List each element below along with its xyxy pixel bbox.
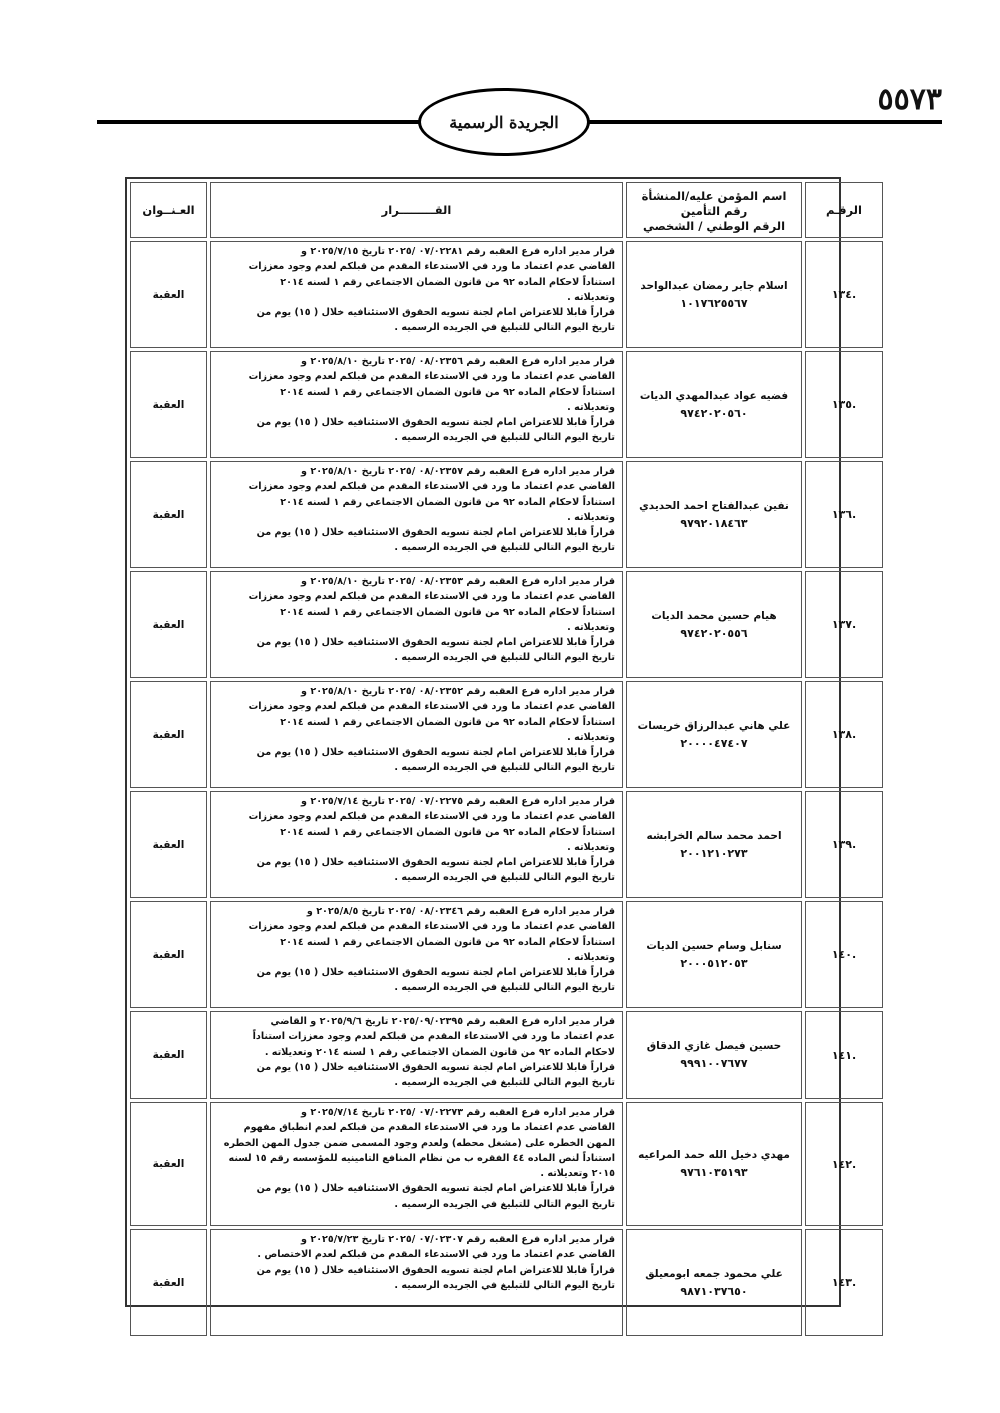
decision-line: عدم اعتماد ما ورد في الاستدعاء المقدم من قبلكم لعدم وجود معززات استناداً <box>252 1031 615 1043</box>
page-number: ٥٥٧٣ <box>877 82 942 117</box>
insured-name: احمد محمد سالم الخرابشه <box>646 829 782 842</box>
address: العقبة <box>130 461 207 568</box>
decision-line: قرار مدير اداره فرع العقبه رقم ٢٠٢٥/٠٩/٠٢٣٩٥ تاريخ ٢٠٢٥/٩/٦ و القاضي <box>270 1016 615 1027</box>
row-number: .١٣٥ <box>805 351 883 458</box>
header-name-line: الرقم الوطني / الشخصي <box>642 218 786 233</box>
row-number: .١٣٩ <box>805 791 883 898</box>
decision-line: قراراً قابلا للاعتراض امام لجنة تسويه الحقوق الاستئنافيه خلال ( ١٥) يوم من <box>256 307 615 319</box>
decision-line: القاضي عدم اعتماد ما ورد في الاستدعاء المقدم من قبلكم لعدم وجود معززات <box>248 261 615 273</box>
decision-line: استناداً لنص الماده ٤٤ الفقره ب من نظام المنافع التامينيه للمؤسسه رقم ١٥ لسنه <box>228 1152 615 1164</box>
address: العقبة <box>130 241 207 348</box>
decision-line: قراراً قابلا للاعتراض امام لجنة تسويه الحقوق الاستئنافيه خلال ( ١٥) يوم من <box>256 747 615 759</box>
decision-line: تاريخ اليوم التالي للتبليغ في الجريده الرسميه . <box>394 982 615 994</box>
decision-line: القاضي عدم اعتماد ما ورد في الاستدعاء المقدم من قبلكم لعدم انطباق مفهوم <box>243 1122 615 1134</box>
row-number: .١٤٠ <box>805 901 883 1008</box>
insured-cell <box>626 351 802 458</box>
address: العقبة <box>130 681 207 788</box>
insurance-number: ٢٠٠١٢١٠٢٧٣ <box>680 846 748 860</box>
decision-line: تاريخ اليوم التالي للتبليغ في الجريده الرسميه . <box>394 322 615 334</box>
insured-name: حسين فيصل غازي الدقاق <box>646 1040 782 1052</box>
decision-line: وتعديلاته . <box>567 401 615 413</box>
decision-line: القاضي عدم اعتماد ما ورد في الاستدعاء المقدم من قبلكم لعدم وجود معززات <box>248 481 615 493</box>
table-row <box>130 1011 883 1099</box>
insured-name: فضيه عواد عبدالمهدي الديات <box>639 389 789 402</box>
decision-text <box>210 1102 623 1226</box>
decision-line: قراراً قابلا للاعتراض امام لجنة تسويه الحقوق الاستئنافيه خلال ( ١٥) يوم من <box>256 527 615 539</box>
insured-cell <box>626 461 802 568</box>
header-decision: القـــــــــرار <box>210 182 623 238</box>
decision-line: تاريخ اليوم التالي للتبليغ في الجريده الرسميه . <box>394 652 615 664</box>
decision-line: تاريخ اليوم التالي للتبليغ في الجريده الرسميه . <box>394 1077 615 1089</box>
decision-line: استناداً لاحكام الماده ٩٢ من قانون الضمان الاجتماعي رقم ١ لسنه ٢٠١٤ <box>280 276 615 288</box>
decision-text <box>210 901 623 1008</box>
address: العقبة <box>130 901 207 1008</box>
address: العقبة <box>130 351 207 458</box>
row-number: .١٣٦ <box>805 461 883 568</box>
table-header-row <box>130 182 883 238</box>
decision-line: قرار مدير اداره فرع العقبه رقم ٠٧/٠٢٢٧٥ /٢٠٢٥ تاريخ ٢٠٢٥/٧/١٤ و <box>301 796 615 807</box>
insurance-number: ١٠١٧٦٢٥٥٦٧ <box>680 296 748 310</box>
insured-name: نفين عبدالفتاح احمد الحديدي <box>639 499 789 512</box>
row-number: .١٣٤ <box>805 241 883 348</box>
table-row <box>130 1229 883 1336</box>
table-row <box>130 1102 883 1226</box>
decision-line: قراراً قابلا للاعتراض امام لجنة تسويه الحقوق الاستئنافيه خلال ( ١٥) يوم من <box>256 1264 615 1276</box>
table-row <box>130 791 883 898</box>
decision-text <box>210 241 623 348</box>
address: العقبة <box>130 791 207 898</box>
decision-line: قرار مدير اداره فرع العقبه رقم ٠٨/٠٢٣٥٢ /٢٠٢٥ تاريخ ٢٠٢٥/٨/١٠ و <box>301 686 615 697</box>
decision-line: استناداً لاحكام الماده ٩٢ من قانون الضمان الاجتماعي رقم ١ لسنه ٢٠١٤ <box>280 716 615 728</box>
address: العقبة <box>130 1011 207 1099</box>
decision-line: استناداً لاحكام الماده ٩٢ من قانون الضمان الاجتماعي رقم ١ لسنه ٢٠١٤ <box>280 936 615 948</box>
decision-line: القاضي عدم اعتماد ما ورد في الاستدعاء المقدم من قبلكم لعدم وجود معززات <box>248 811 615 823</box>
table-row <box>130 901 883 1008</box>
decisions-table-frame <box>125 177 862 1307</box>
decision-line: تاريخ اليوم التالي للتبليغ في الجريده الرسميه . <box>394 872 615 884</box>
gazette-title: الجريدة الرسمية <box>449 112 559 132</box>
decision-line: قرار مدير اداره فرع العقبه رقم ٠٨/٠٢٣٥٦ /٢٠٢٥ تاريخ ٢٠٢٥/٨/١٠ و <box>301 356 615 367</box>
table-row <box>130 461 883 568</box>
decision-line: استناداً لاحكام الماده ٩٢ من قانون الضمان الاجتماعي رقم ١ لسنه ٢٠١٤ <box>280 496 615 508</box>
row-number: .١٣٨ <box>805 681 883 788</box>
insurance-number: ٩٨٧١٠٣٧٦٥٠ <box>680 1284 748 1298</box>
decision-line: القاضي عدم اعتماد ما ورد في الاستدعاء المقدم من قبلكم لعدم وجود معززات <box>248 701 615 713</box>
decision-line: قراراً قابلا للاعتراض امام لجنة تسويه الحقوق الاستئنافيه خلال ( ١٥) يوم من <box>256 1061 615 1073</box>
header-name-line: رقم التأمين <box>680 203 748 218</box>
insured-cell <box>626 1102 802 1226</box>
header-title-ellipse <box>418 88 590 156</box>
decision-line: تاريخ اليوم التالي للتبليغ في الجريده الرسميه . <box>394 542 615 554</box>
decision-line: قراراً قابلا للاعتراض امام لجنة تسويه الحقوق الاستئنافيه خلال ( ١٥) يوم من <box>256 417 615 429</box>
header-name-line: اسم المؤمن عليه/المنشأة <box>641 188 787 203</box>
insurance-number: ٩٧٤٢٠٢٠٥٥٦ <box>680 626 748 640</box>
insured-cell <box>626 791 802 898</box>
decision-line: القاضي عدم اعتماد ما ورد في الاستدعاء المقدم من قبلكم لعدم وجود معززات <box>248 591 615 603</box>
decision-line: استناداً لاحكام الماده ٩٢ من قانون الضمان الاجتماعي رقم ١ لسنه ٢٠١٤ <box>280 386 615 398</box>
decision-line: تاريخ اليوم التالي للتبليغ في الجريده الرسميه . <box>394 432 615 444</box>
decision-line: استناداً لاحكام الماده ٩٢ من قانون الضمان الاجتماعي رقم ١ لسنه ٢٠١٤ <box>280 826 615 838</box>
insurance-number: ٢٠٠٠٥١٢٠٥٣ <box>680 956 748 970</box>
insurance-number: ٩٧٩٢٠١٨٤٦٣ <box>680 516 748 530</box>
decision-line: وتعديلاته . <box>567 731 615 743</box>
insurance-number: ٩٧٤٢٠٢٠٥٦٠ <box>680 406 748 420</box>
table-row <box>130 351 883 458</box>
decision-line: وتعديلاته . <box>567 951 615 963</box>
decision-text <box>210 461 623 568</box>
decision-line: قرار مدير اداره فرع العقبه رقم ٠٨/٠٢٣٥٧ /٢٠٢٥ تاريخ ٢٠٢٥/٨/١٠ و <box>301 466 615 477</box>
decision-line: القاضي عدم اعتماد ما ورد في الاستدعاء المقدم من قبلكم لعدم الاختصاص . <box>257 1249 615 1261</box>
insured-cell <box>626 901 802 1008</box>
decision-line: المهن الخطره على (مشغل محطه) ولعدم وجود المسمى ضمن جدول المهن الخطره <box>223 1137 615 1149</box>
decision-line: وتعديلاته . <box>567 511 615 523</box>
decision-text <box>210 681 623 788</box>
row-number: .١٤١ <box>805 1011 883 1099</box>
address: العقبة <box>130 1229 207 1336</box>
insured-cell <box>626 1229 802 1336</box>
decision-line: لاحكام الماده ٩٢ من قانون الضمان الاجتماعي رقم ١ لسنه ٢٠١٤ وتعديلاته . <box>264 1046 615 1058</box>
insurance-number: ٩٩٩١٠٠٧٦٧٧ <box>680 1057 748 1070</box>
decision-line: القاضي عدم اعتماد ما ورد في الاستدعاء المقدم من قبلكم لعدم وجود معززات <box>248 371 615 383</box>
decision-text <box>210 791 623 898</box>
decision-line: استناداً لاحكام الماده ٩٢ من قانون الضمان الاجتماعي رقم ١ لسنه ٢٠١٤ <box>280 606 615 618</box>
decision-line: وتعديلاته . <box>567 621 615 633</box>
decision-line: قراراً قابلا للاعتراض امام لجنة تسويه الحقوق الاستئنافيه خلال ( ١٥) يوم من <box>256 1183 615 1195</box>
insured-cell <box>626 1011 802 1099</box>
insured-name: مهدي دخيل الله حمد المراعيه <box>638 1149 790 1161</box>
decision-line: وتعديلاته . <box>567 291 615 303</box>
decision-line: قراراً قابلا للاعتراض امام لجنة تسويه الحقوق الاستئنافيه خلال ( ١٥) يوم من <box>256 857 615 869</box>
insured-name: علي هاني عبدالرزاق خريسات <box>637 719 791 732</box>
decision-text <box>210 1229 623 1336</box>
insured-name: هيام حسين محمد الديات <box>651 609 777 622</box>
table-body <box>130 241 883 1336</box>
insured-name: علي محمود جمعه ابومعيلق <box>645 1267 783 1280</box>
decision-line: تاريخ اليوم التالي للتبليغ في الجريده الرسميه . <box>394 1198 615 1210</box>
insurance-number: ٩٧٦١٠٣٥١٩٣ <box>680 1166 748 1179</box>
decision-line: وتعديلاته . <box>567 841 615 853</box>
decisions-table <box>127 179 886 1339</box>
insurance-number: ٢٠٠٠٠٤٧٤٠٧ <box>680 736 748 750</box>
row-number: .١٤٢ <box>805 1102 883 1226</box>
insured-cell <box>626 681 802 788</box>
address: العقبة <box>130 571 207 678</box>
header-address: العـنــوان <box>130 182 207 238</box>
decision-line: تاريخ اليوم التالي للتبليغ في الجريده الرسميه . <box>394 762 615 774</box>
table-row <box>130 241 883 348</box>
address: العقبة <box>130 1102 207 1226</box>
row-number: .١٤٣ <box>805 1229 883 1336</box>
table-row <box>130 681 883 788</box>
decision-text <box>210 571 623 678</box>
decision-line: تاريخ اليوم التالي للتبليغ في الجريده الرسميه . <box>394 1279 615 1291</box>
decision-line: قرار مدير اداره فرع العقبه رقم ٠٧/٠٢٣٠٧ /٢٠٢٥ تاريخ ٢٠٢٥/٧/٢٣ و <box>301 1234 615 1245</box>
decision-line: ٢٠١٥ وتعديلاته . <box>540 1168 615 1180</box>
decision-line: قرار مدير اداره فرع العقبه رقم ٠٨/٠٢٣٤٦ /٢٠٢٥ تاريخ ٢٠٢٥/٨/٥ و <box>306 906 615 917</box>
table-row <box>130 571 883 678</box>
decision-line: القاضي عدم اعتماد ما ورد في الاستدعاء المقدم من قبلكم لعدم وجود معززات <box>248 921 615 933</box>
row-number: .١٣٧ <box>805 571 883 678</box>
decision-line: قرار مدير اداره فرع العقبه رقم ٠٧/٠٢٢٨١ /٢٠٢٥ تاريخ ٢٠٢٥/٧/١٥ و <box>301 246 615 257</box>
decision-text <box>210 1011 623 1099</box>
insured-name: اسلام جابر رمضان عبدالواحد <box>640 279 788 292</box>
decision-text <box>210 351 623 458</box>
header-name <box>626 182 802 238</box>
insured-cell <box>626 241 802 348</box>
insured-name: سنابل وسام حسين الديات <box>646 939 782 952</box>
decision-line: قراراً قابلا للاعتراض امام لجنة تسويه الحقوق الاستئنافيه خلال ( ١٥) يوم من <box>256 967 615 979</box>
header-number: الرقـم <box>805 182 883 238</box>
decision-line: قرار مدير اداره فرع العقبه رقم ٠٨/٠٢٣٥٣ /٢٠٢٥ تاريخ ٢٠٢٥/٨/١٠ و <box>301 576 615 587</box>
decision-line: قرار مدير اداره فرع العقبه رقم ٠٧/٠٢٢٧٣ /٢٠٢٥ تاريخ ٢٠٢٥/٧/١٤ و <box>301 1107 615 1118</box>
insured-cell <box>626 571 802 678</box>
decision-line: قراراً قابلا للاعتراض امام لجنة تسويه الحقوق الاستئنافيه خلال ( ١٥) يوم من <box>256 637 615 649</box>
